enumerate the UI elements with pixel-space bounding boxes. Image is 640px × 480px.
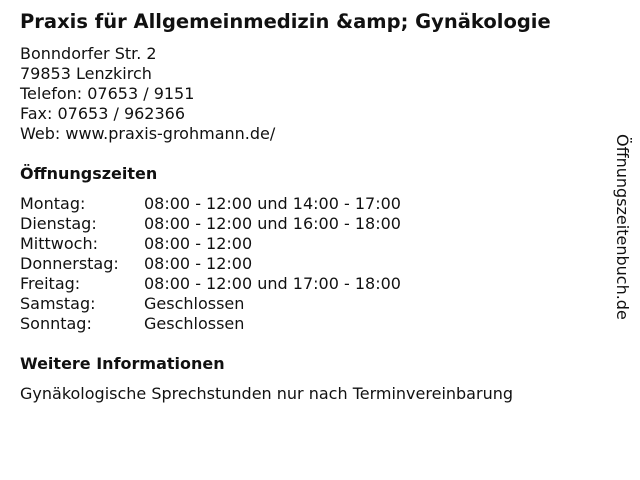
opening-hours-heading: Öffnungszeiten: [20, 164, 158, 183]
hours-value: 08:00 - 12:00 und 16:00 - 18:00: [144, 214, 401, 233]
day-label: Montag:: [20, 194, 86, 213]
street-address: Bonndorfer Str. 2: [20, 44, 157, 63]
day-label: Mittwoch:: [20, 234, 98, 253]
day-label: Donnerstag:: [20, 254, 119, 273]
more-info-heading: Weitere Informationen: [20, 354, 225, 373]
postal-city: 79853 Lenzkirch: [20, 64, 152, 83]
day-label: Dienstag:: [20, 214, 97, 233]
side-brand-label: Öffnungszeitenbuch.de: [613, 134, 632, 320]
day-label: Freitag:: [20, 274, 81, 293]
hours-value: Geschlossen: [144, 294, 245, 313]
hours-value: 08:00 - 12:00 und 14:00 - 17:00: [144, 194, 401, 213]
more-info-text: Gynäkologische Sprechstunden nur nach Terminvereinbarung: [20, 384, 513, 403]
website-text: Web: www.praxis-grohmann.de/: [20, 124, 276, 143]
day-label: Samstag:: [20, 294, 96, 313]
hours-value: 08:00 - 12:00: [144, 234, 253, 253]
day-label: Sonntag:: [20, 314, 92, 333]
phone-number: Telefon: 07653 / 9151: [20, 84, 195, 103]
address-block: [20, 44, 275, 144]
hours-value: 08:00 - 12:00: [144, 254, 253, 273]
page-title: Praxis für Allgemeinmedizin &amp; Gynäkologie: [20, 10, 551, 33]
fax-number: Fax: 07653 / 962366: [20, 104, 186, 123]
hours-value: Geschlossen: [144, 314, 245, 333]
hours-value: 08:00 - 12:00 und 17:00 - 18:00: [144, 274, 401, 293]
